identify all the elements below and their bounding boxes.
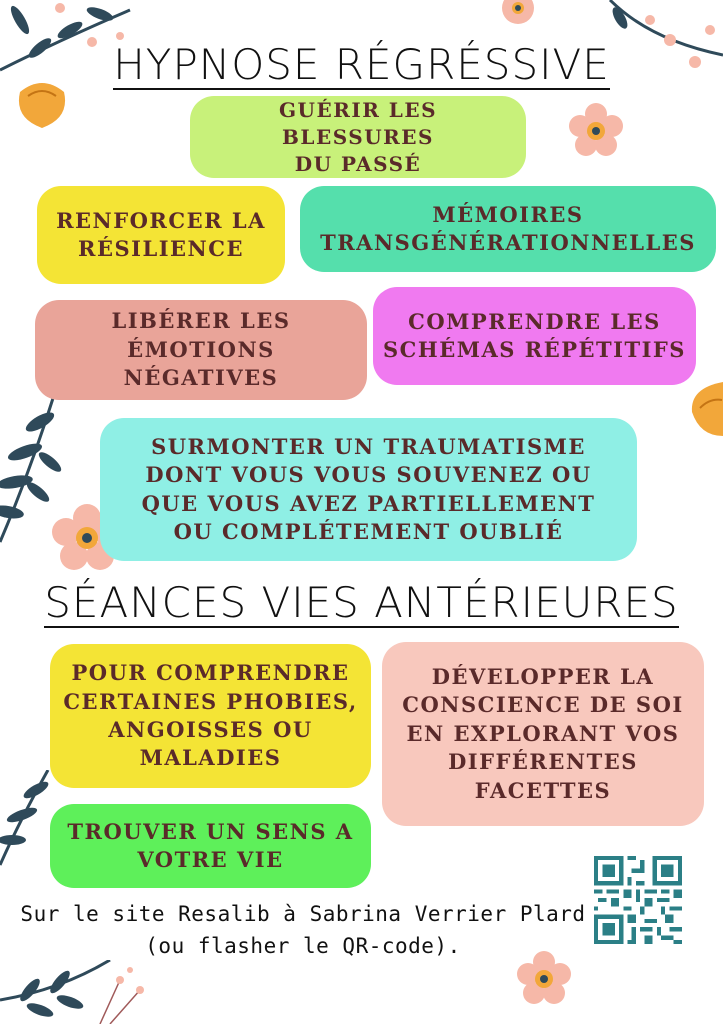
footer-site-line: Sur le site Resalib à Sabrina Verrier Plard (20, 902, 586, 926)
pink-flower-icon (498, 0, 538, 28)
benefit-text: COMPRENDRE LES SCHÉMAS RÉPÉTITIFS (383, 308, 686, 362)
benefit-text: TROUVER UN SENS A VOTRE VIE (67, 818, 354, 872)
benefit-text: SURMONTER UN TRAUMATISME DONT VOUS VOUS SOUVENEZ OU QUE VOUS AVEZ PARTIELLEMENT OU COMPLÉTEMENT OUBLIÉ (141, 433, 596, 544)
benefit-overcome-trauma (100, 418, 637, 561)
benefit-find-meaning (50, 804, 371, 888)
benefit-strengthen-resilience (37, 186, 285, 284)
section-title-text: SÉANCES VIES ANTÉRIEURES (44, 578, 679, 627)
main-title (0, 40, 723, 90)
benefit-text: POUR COMPRENDRE CERTAINES PHOBIES, ANGOISSES OU MALADIES (63, 660, 358, 771)
benefit-heal-past-wounds (190, 96, 526, 178)
benefit-text: RENFORCER LA RÉSILIENCE (56, 207, 266, 261)
main-title-text: HYPNOSE RÉGRÉSSIVE (113, 40, 610, 89)
benefit-understand-repetitive-patterns (373, 287, 696, 385)
benefit-text: LIBÉRER LES ÉMOTIONS NÉGATIVES (111, 308, 291, 391)
benefit-text: DÉVELOPPER LA CONSCIENCE DE SOI EN EXPLORANT VOS DIFFÉRENTES FACETTES (402, 664, 684, 803)
benefit-text: GUÉRIR LES BLESSURES DU PASSÉ (278, 97, 438, 176)
section-title (0, 578, 723, 628)
benefit-text: MÉMOIRES TRANSGÉNÉRATIONNELLES (320, 201, 696, 255)
footer-qr-line: (ou flasher le QR-code). (145, 934, 461, 958)
left-lower-leaf-branch-icon (0, 770, 55, 870)
orange-flower-icon (686, 378, 723, 440)
benefit-release-negative-emotions (35, 300, 367, 400)
benefit-understand-phobias (50, 644, 371, 788)
qr-code-icon[interactable] (594, 856, 682, 944)
pink-flower-icon (568, 102, 624, 158)
benefit-self-awareness (382, 642, 704, 826)
pink-flower-icon (516, 950, 572, 1006)
bottom-left-leaf-branch-icon (0, 960, 150, 1024)
benefit-transgenerational-memories (300, 186, 716, 272)
